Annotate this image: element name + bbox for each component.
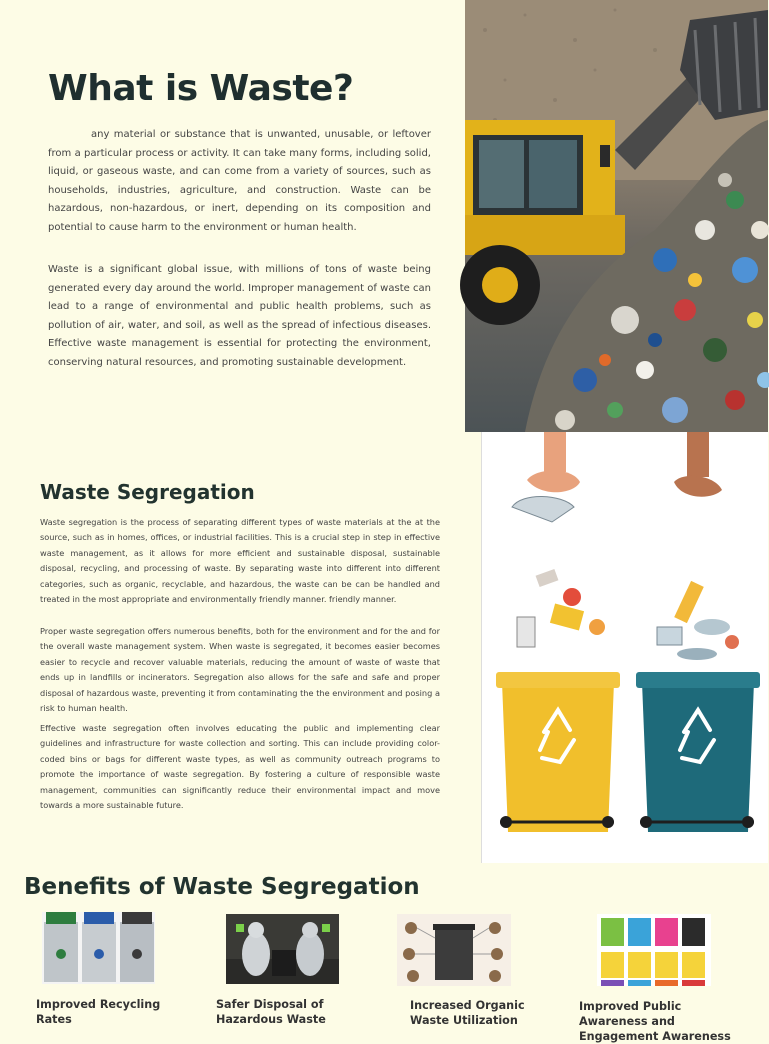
segregation-paragraph-2: Proper waste segregation offers numerous benefits, both for the environment and for the and for the overall waste management system. When waste is segregated, it becomes easier becomes easier to recycle and recover valuable materials, reducing the amount of waste of waste that ends up in landfills or incinerators. Segregation also allows for the safe and safe and proper disposal of hazardous waste, preventing it from contaminating the the environment and posing a risk to human health. — [40, 626, 440, 714]
segregation-paragraph-3: Effective waste segregation often involves educating the public and implementing clear guidelines and infrastructure for waste collection and sorting. This can include providing color-coded bins or bags for different waste types, as well as community outreach programs to promote the importance of waste segregation. By fostering a culture of responsible waste management, communities can significantly reduce their environmental impact and move towards a more sustainable future. — [40, 723, 440, 811]
benefit-label-hazardous: Safer Disposal of Hazardous Waste — [216, 998, 326, 1026]
segregation-paragraph-1: Waste segregation is the process of separating different types of waste materials at the at the source, such as in homes, offices, or industrial facilities. This is a crucial step in step in effective waste management, as it allows for more efficient and sustainable disposal, sustainable disposal, recycling, and processing of waste. By separating waste into different into different categories, such as organic, recyclable, and hazardous, the waste can be can be handled and treated in the most appropriate and environmentally friendly manner. friendly manner. — [40, 517, 440, 605]
color-coded-bins-thumbnail — [597, 914, 711, 986]
intro-paragraph-2: Waste is a significant global issue, with millions of tons of waste being generated every day around the world. Improper management of waste can lead to a range of environmental and public health problems, such as pollution of air, water, and soil, as well as the spread of infectious diseases. Effective waste management is essential for protecting the environment, conserving natural resources, and promoting sustainable development. — [48, 264, 431, 368]
hazmat-workers-thumbnail — [226, 914, 339, 984]
benefit-label-awareness: Improved Public Awareness and Engagement Awareness — [579, 1000, 731, 1043]
intro-paragraph-1: any material or substance that is unwanted, unusable, or leftover from a particular process or activity. It can take many forms, including solid, liquid, or gaseous waste, and can come from a variety of sources, such as households, industries, agriculture, and construction. Waste can be hazardous, non-hazardous, or inert, depending on its composition and potential to cause harm to the environment or human health. — [48, 129, 431, 233]
benefit-label-organic: Increased Organic Waste Utilization — [410, 999, 525, 1027]
benefit-label-recycling: Improved Recycling Rates — [36, 998, 161, 1026]
waste-loader-photo — [465, 0, 768, 432]
recycling-bins-thumbnail — [42, 912, 155, 984]
compost-diagram-thumbnail — [397, 914, 511, 986]
benefits-heading: Benefits of Waste Segregation — [24, 874, 420, 900]
page-title: What is Waste? — [48, 68, 354, 109]
recycling-bins-illustration — [481, 432, 768, 863]
segregation-heading: Waste Segregation — [40, 480, 255, 504]
